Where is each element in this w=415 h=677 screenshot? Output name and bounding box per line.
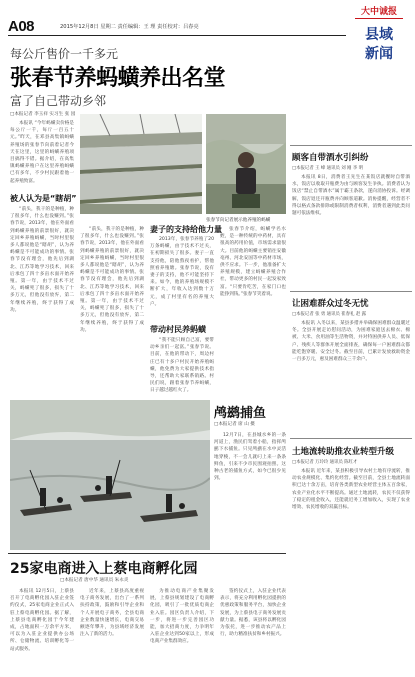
bottom-paragraph: 为推动电商产业集聚发展，上蔡县规划建设了电商孵化园，吸引了一批优质电商企业入驻。园区负责人介绍，下一步，将进一步完善园区功能，加大招商力度，力争明年入驻企业达到50家以上，形成电商产业集群效应。: [150, 589, 214, 645]
lead-byline: □本报记者 李玉祥 实习生 张 园: [10, 112, 76, 117]
lead-paragraph: 本报讯 “今年蚂蟥卖价格是每公斤一千，每斤一百五十元。”昨天，在邓县高集镇蚂蟥养殖场的张春节向前着记者今天在这里，这里的蚂蟥养殖项目搞得不错。据介绍，在高集镇蚂蟥养殖户在这里养殖蚂蟥已有多年，不少村民跟着他一起养殖致富。: [10, 121, 74, 184]
right-body-b: [292, 320, 410, 430]
lead-photo-ponds: [80, 114, 202, 214]
right-byline-b: □本报记者 张 勇 通讯员 崔春礼 赵 露: [292, 312, 366, 317]
bottom-paragraph: 签约仪式上，入驻企业代表表示，将充分利用孵化园提供的优惠政策和服务平台，加快企业发展，为上蔡县电子商务发展贡献力量。据悉，该县将以孵化园为依托，进一步推动农产品上行，助力精准扶贫和乡村振兴。: [220, 589, 286, 638]
bottom-divider: [8, 553, 286, 554]
cormorant-title: 鸬鹚捕鱼: [214, 406, 267, 421]
farmer-image: [206, 114, 286, 214]
right-headline-b: 让困难群众过冬无忧: [292, 299, 369, 309]
right-paragraph: 本报讯 8日，消费者王先生在某饭店就餐时自带酒水，饭店以收取开瓶费为由与顾客发生争执。消费者认为饭店“禁止自带酒水”属于霸王条款，遂向消协投诉。经调解，饭店退还开瓶费并向顾客道歉。消协提醒，经营者不得以格式条款排除或限制消费者权利，消费者遇到此类问题可依法维权。: [292, 175, 410, 217]
lead-subheadline: 富了自己带动乡邻: [10, 94, 107, 108]
cormorant-image: [10, 400, 210, 550]
right-body-c: [292, 468, 410, 673]
cormorant-photo: [10, 400, 210, 550]
lead-body-col1b: [10, 206, 74, 376]
page-number: A08: [8, 18, 35, 35]
bottom-byline: □本报记者 唐中华 通讯员 朱永炎: [60, 578, 129, 583]
lead-subhead-1: 被人认为是“瞎胡”: [10, 194, 77, 203]
section-name: [359, 26, 399, 64]
right-divider: [290, 145, 412, 146]
lead-kicker: 每公斤售价一千多元: [10, 47, 119, 61]
lead-headline: 张春节养蚂蟥养出名堂: [10, 66, 226, 91]
ponds-image: [80, 114, 202, 214]
right-headline-c: 土地流转助推农业转型升级: [292, 447, 395, 457]
lead-body-col1: [10, 120, 74, 190]
lead-paragraph: 张春节介绍，蚂蟥学名水蛭，是一种传统的中药材，具有很高的药用价值，市场需求量很大。目前他的蚂蟥主要销往安徽亳州、河北安国等中药材市场，供不应求。下一步，他准备扩大养殖规模，建立蚂蟥养殖合作社，带动更多的村民一起发家致富。“只要肯吃苦，在家门口也能挣到钱。”张春节笑着说。: [220, 227, 286, 297]
right-headline-a: 顾客自带酒水引纠纷: [292, 153, 369, 163]
right-byline-a: □本报记者 王 峰 通讯员 刘 刚 李 明: [292, 166, 363, 171]
lead-paragraph: “前头，我干的是种植，种了很多年，什么也没赚到。”张春节说，2013年，他在外面看到蚂蟥养殖的前景很好，就决定回乡养殖蚂蟥，当时村里很多人都说他是“瞎胡”，认为养蚂蟥是不可能成功的事情。张春节没有理会，他先后到湖北、江苏等地学习技术，回来后承包了四十多亩水面开始养殖。第一年，由于技术不过关，蚂蟥死了很多，损失了十多万元，但他没有放弃，第二年继续养殖，终于获得了成功。: [10, 207, 74, 313]
right-byline-c: □本报记者 万玲玲 通讯员 陈红才: [292, 460, 358, 465]
cormorant-body: [214, 432, 286, 542]
lead-body-col3b: [150, 337, 214, 397]
farmer-photo-caption: 张春节向记者展示他养殖的蚂蟥: [206, 218, 271, 223]
bottom-paragraph: 本报讯 12月5日，上蔡县召开了电商孵化园入驻企业签约仪式，25家电商企业正式入驻上蔡电商孵化园。据了解，上蔡县电商孵化园于今年建成，占地面积一万余平方米，可以为入驻企业提供办公场所、仓储物流、培训孵化等一站式服务。: [10, 589, 74, 652]
section-brand: [349, 0, 409, 92]
lead-paragraph: 2013年，张春节养殖了20万条蚂蟥，由于技术不过关，在初期损失了很多。妻子一直支持他，陪他熬夜看护，帮他照看养殖塘。张春节说，没有妻子的支持，他不可能坚持下来。如今，他的养殖场规模不断扩大，年收入达到数十万元，成了村里有名的养殖大户。: [150, 237, 214, 307]
header-divider: [8, 35, 346, 36]
section-name-line: 县域: [365, 27, 393, 43]
bottom-body-col3: [150, 588, 214, 673]
lead-body-col4: [220, 226, 286, 396]
bottom-paragraph: 近年来，上蔡县高度重视电子商务发展，出台了一系列扶持政策，鼓励和引导企业和个人开展电子商务，全县电商企业数量快速增长，电商交易额逐年攀升，为县域经济发展注入了新的活力。: [80, 589, 144, 638]
lead-body-col3: [150, 236, 214, 320]
bottom-body-col1: [10, 588, 74, 673]
bottom-headline: 25家电商进入上蔡电商孵化园: [10, 561, 198, 577]
lead-paragraph: “前头，我干的是种植，种了很多年，什么也没赚到。”张春节说，2013年，他在外面看到蚂蟥养殖的前景很好，就决定回乡养殖蚂蟥，当时村里很多人都说他是“瞎胡”，认为养蚂蟥是不可能成功的事情。张春节没有理会，他先后到湖北、江苏等地学习技术，回来后承包了四十多亩水面开始养殖。第一年，由于技术不过关，蚂蟥死了很多，损失了十多万元，但他没有放弃，第二年继续养殖，终于获得了成功。: [80, 227, 144, 333]
right-divider: [290, 438, 412, 439]
issue-info: 2015年12月8日 星期二 责任编辑：王 理 责任校对：吕春亮: [60, 24, 199, 30]
cormorant-byline: □本报记者 席 山 摄: [214, 422, 255, 427]
brand-divider: [355, 18, 403, 19]
bottom-body-col2: [80, 588, 144, 673]
cormorant-paragraph: 12月7日，在县城水乡的一条河道上，渔民们驾着小船，指挥鸬鹚下水捕鱼。只见鸬鹚在水中灵活地穿梭，不一会儿就叼上来一条条鲜鱼，引来不少市民围观拍照。这种古老的捕鱼方式，如今已很少见到。: [214, 433, 286, 482]
lead-subhead-2: 妻子的支持给他力量: [150, 225, 222, 234]
lead-subhead-3: 带动村民养蚂蟥: [150, 325, 206, 334]
section-name-line: 新闻: [365, 46, 393, 62]
right-paragraph: 本报讯 入冬以来，某县多措并举确保困难群众温暖过冬。全县开展走访慰问活动，为困难家庭送去棉衣、棉被、大米、食用油等生活物资，并对特困供养人员、低保户、残疾人等群体开展全面排查，确保每一户困难群众都能吃饱穿暖、安全过冬。截至目前，已累计发放救助资金一百多万元，惠及困难群众三千余户。: [292, 321, 410, 363]
right-divider: [290, 291, 412, 292]
right-paragraph: 本报讯 近年来，某县积极引导农村土地有序流转，推动农业规模化、集约化经营。截至目前，全县土地流转面积已达十余万亩，培育各类新型农业经营主体五百余家，农业产业化水平不断提高。通过土地流转，农民不仅获得了稳定的租金收入，还能就近务工增加收入，实现了农业增效、农民增收的双赢目标。: [292, 469, 410, 511]
lead-body-col2: [80, 226, 144, 376]
bottom-body-col4: [220, 588, 286, 673]
newspaper-logo: 大中诚报: [360, 7, 397, 17]
lead-paragraph: “我不能只顾自己富，要带动乡亲们一起富。”张春节说。目前，在他的带动下，周边村庄已有十多户村民开始养殖蚂蟥，他免费为大家提供技术指导，还帮助大家联系销路。村民们说，跟着张春节养蚂蟥，日子越过越红火了。: [150, 338, 214, 394]
right-body-a: [292, 174, 410, 284]
lead-photo-farmer: [206, 114, 286, 214]
